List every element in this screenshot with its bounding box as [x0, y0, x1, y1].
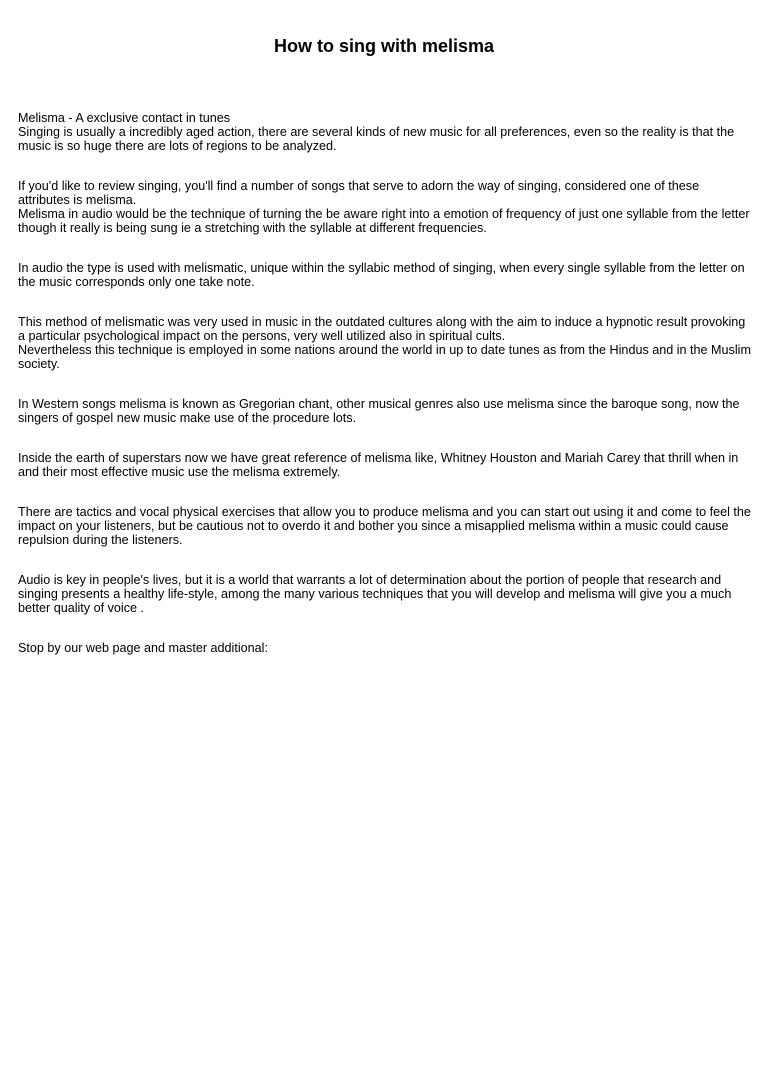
- paragraph-line: Melisma - A exclusive contact in tunes: [18, 111, 231, 125]
- paragraph-line: If you'd like to review singing, you'll find a number of songs that serve to adorn the way of singing, considered one of these attributes is melisma.: [18, 179, 700, 207]
- paragraph-line: Nevertheless this technique is employed in some nations around the world in up to date tunes as from the Hindus and in the Muslim society.: [18, 343, 751, 371]
- paragraph: [18, 179, 754, 235]
- document-title: How to sing with melisma: [273, 36, 495, 56]
- paragraph: [18, 261, 754, 289]
- paragraph-line: This method of melismatic was very used in music in the outdated cultures along with the aim to induce a hypnotic result provoking a particular psychological impact on the persons, very well utilized also in spiritual cults.: [18, 315, 746, 343]
- paragraph: [18, 641, 754, 655]
- paragraph-line: Inside the earth of superstars now we have great reference of melisma like, Whitney Houston and Mariah Carey that thrill when in and their most effective music use the melisma extremely.: [18, 451, 739, 479]
- paragraph-line: In Western songs melisma is known as Gregorian chant, other musical genres also use melisma since the baroque song, now the singers of gospel new music make use of the procedure lots.: [18, 397, 740, 425]
- paragraph: [18, 315, 754, 371]
- document-body: [18, 111, 754, 681]
- paragraph-line: Singing is usually a incredibly aged action, there are several kinds of new music for all preferences, even so the reality is that the music is so huge there are lots of regions to be analyzed.: [18, 125, 735, 153]
- paragraph: [18, 451, 754, 479]
- paragraph-line: Audio is key in people's lives, but it is a world that warrants a lot of determination about the portion of people that research and singing presents a healthy life-style, among the many various techniques that you will develop and melisma will give you a much better quality of voice .: [18, 573, 732, 615]
- paragraph: [18, 111, 754, 153]
- paragraph: [18, 573, 754, 615]
- paragraph-line: Melisma in audio would be the technique of turning the be aware right into a emotion of frequency of just one syllable from the letter though it really is being sung ie a stretching with the syllable at different frequencies.: [18, 207, 750, 235]
- paragraph-line: There are tactics and vocal physical exercises that allow you to produce melisma and you can start out using it and come to feel the impact on your listeners, but be cautious not to overdo it and bother you since a misapplied melisma within a music could cause repulsion during the listeners.: [18, 505, 751, 547]
- paragraph: [18, 505, 754, 547]
- paragraph-line: In audio the type is used with melismatic, unique within the syllabic method of singing, when every single syllable from the letter on the music corresponds only one take note.: [18, 261, 745, 289]
- paragraph: [18, 397, 754, 425]
- paragraph-line: Stop by our web page and master additional:: [18, 641, 268, 655]
